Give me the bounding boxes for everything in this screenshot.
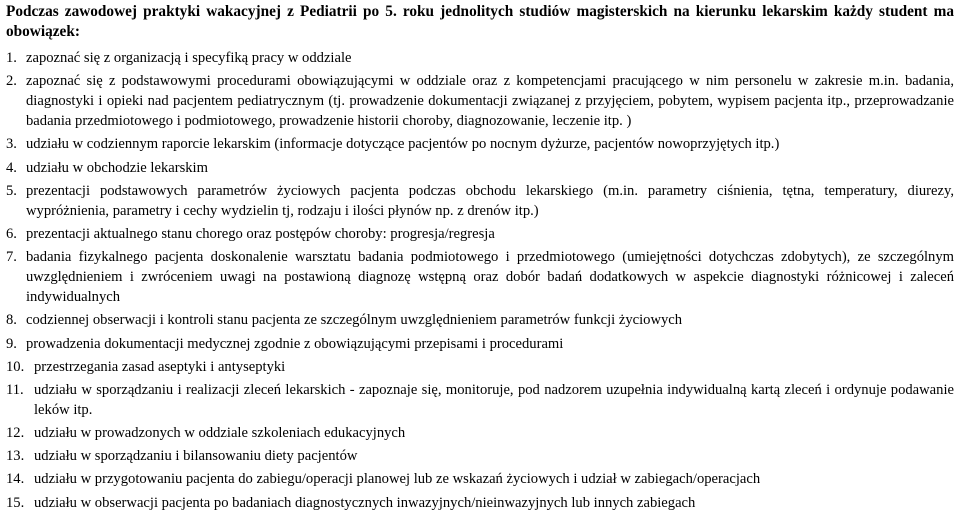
list-item xyxy=(6,357,954,377)
item-number: 9. xyxy=(6,335,17,352)
list-item xyxy=(6,71,954,131)
list-item xyxy=(6,48,954,68)
list-item xyxy=(6,334,954,354)
document-heading: Podczas zawodowej praktyki wakacyjnej z Pediatrii po 5. roku jednolitych studiów magisterskich na kierunku lekarskim każdy student ma obowiązek: xyxy=(6,3,954,40)
item-number: 4. xyxy=(6,159,17,176)
item-number: 7. xyxy=(6,249,17,266)
item-text: udziału w przygotowaniu pacjenta do zabiegu/operacji planowej lub ze wskazań życiowych i udział w zabiegach/operacjach xyxy=(34,471,761,488)
list-item xyxy=(6,310,954,330)
item-number: 3. xyxy=(6,136,17,153)
list-item xyxy=(6,446,954,466)
list-item xyxy=(6,224,954,244)
item-text: udziału w codziennym raporcie lekarskim (informacje dotyczące pacjentów po nocnym dyżurze, pacjentów nowoprzyjętych itp.) xyxy=(26,136,780,153)
list-item xyxy=(6,469,954,489)
item-number: 15. xyxy=(6,494,25,511)
duties-list xyxy=(6,48,954,513)
list-item xyxy=(6,158,954,178)
item-number: 2. xyxy=(6,73,17,90)
item-number: 1. xyxy=(6,50,17,66)
item-number: 14. xyxy=(6,471,25,488)
item-number: 11. xyxy=(6,381,24,398)
item-text: udziału w obchodzie lekarskim xyxy=(26,159,208,176)
item-number: 12. xyxy=(6,425,25,442)
list-item xyxy=(6,493,954,513)
item-number: 8. xyxy=(6,312,17,329)
list-item xyxy=(6,247,954,307)
item-text: prezentacji aktualnego stanu chorego oraz postępów choroby: progresja/regresja xyxy=(26,225,495,242)
item-number: 6. xyxy=(6,225,17,242)
item-text: codziennej obserwacji i kontroli stanu pacjenta ze szczególnym uwzględnieniem parametrów funkcji życiowych xyxy=(26,312,683,329)
item-text: prowadzenia dokumentacji medycznej zgodnie z obowiązującymi przepisami i procedurami xyxy=(26,335,564,352)
item-number: 13. xyxy=(6,448,25,465)
list-item xyxy=(6,181,954,221)
item-number: 10. xyxy=(6,358,25,375)
item-text: przestrzegania zasad aseptyki i antyseptyki xyxy=(34,358,286,375)
item-number: 5. xyxy=(6,182,17,199)
list-item xyxy=(6,134,954,154)
item-text: udziału w sporządzaniu i realizacji zleceń lekarskich - zapoznaje się, monitoruje, pod nadzorem uzupełnia indywidualną kartą zleceń i ordynuje podawanie leków itp. xyxy=(34,381,954,418)
list-item xyxy=(6,380,954,420)
item-text: prezentacji podstawowych parametrów życiowych pacjenta podczas obchodu lekarskiego (m.in. parametry ciśnienia, tętna, temperatury, diurezy, wypróżnienia, parametry i cechy wydzielin tj, rodzaju i ilości płynów np. z drenów itp.) xyxy=(26,182,954,219)
item-text: zapoznać się z organizacją i specyfiką pracy w oddziale xyxy=(26,50,352,66)
item-text: udziału w prowadzonych w oddziale szkoleniach edukacyjnych xyxy=(34,425,406,442)
list-item xyxy=(6,423,954,443)
item-text: badania fizykalnego pacjenta doskonalenie warsztatu badania podmiotowego i przedmiotowego (umiejętności dotychczas zdobytych), ze szczególnym uwzględnieniem i zwróceniem uwagi na postawioną diagnozę wstępną oraz dobór badań dodatkowych w aspekcie diagnostyki różnicowej i zaleceń indywidualnych xyxy=(26,249,954,306)
item-text: udziału w obserwacji pacjenta po badaniach diagnostycznych inwazyjnych/nieinwazyjnych lub innych zabiegach xyxy=(34,494,696,511)
item-text: udziału w sporządzaniu i bilansowaniu diety pacjentów xyxy=(34,448,358,465)
item-text: zapoznać się z podstawowymi procedurami obowiązującymi w oddziale oraz z kompetencjami pracującego w nim personelu w zakresie m.in. badania, diagnostyki i opieki nad pacjentem pediatrycznym (tj. prowadzenie dokumentacji związanej z przyjęciem, pobytem, wypisem pacjenta itp., przeprowadzanie badania przedmiotowego i podmiotowego, prowadzenie historii choroby, diagnozowanie, leczenie itp. ) xyxy=(26,73,954,130)
